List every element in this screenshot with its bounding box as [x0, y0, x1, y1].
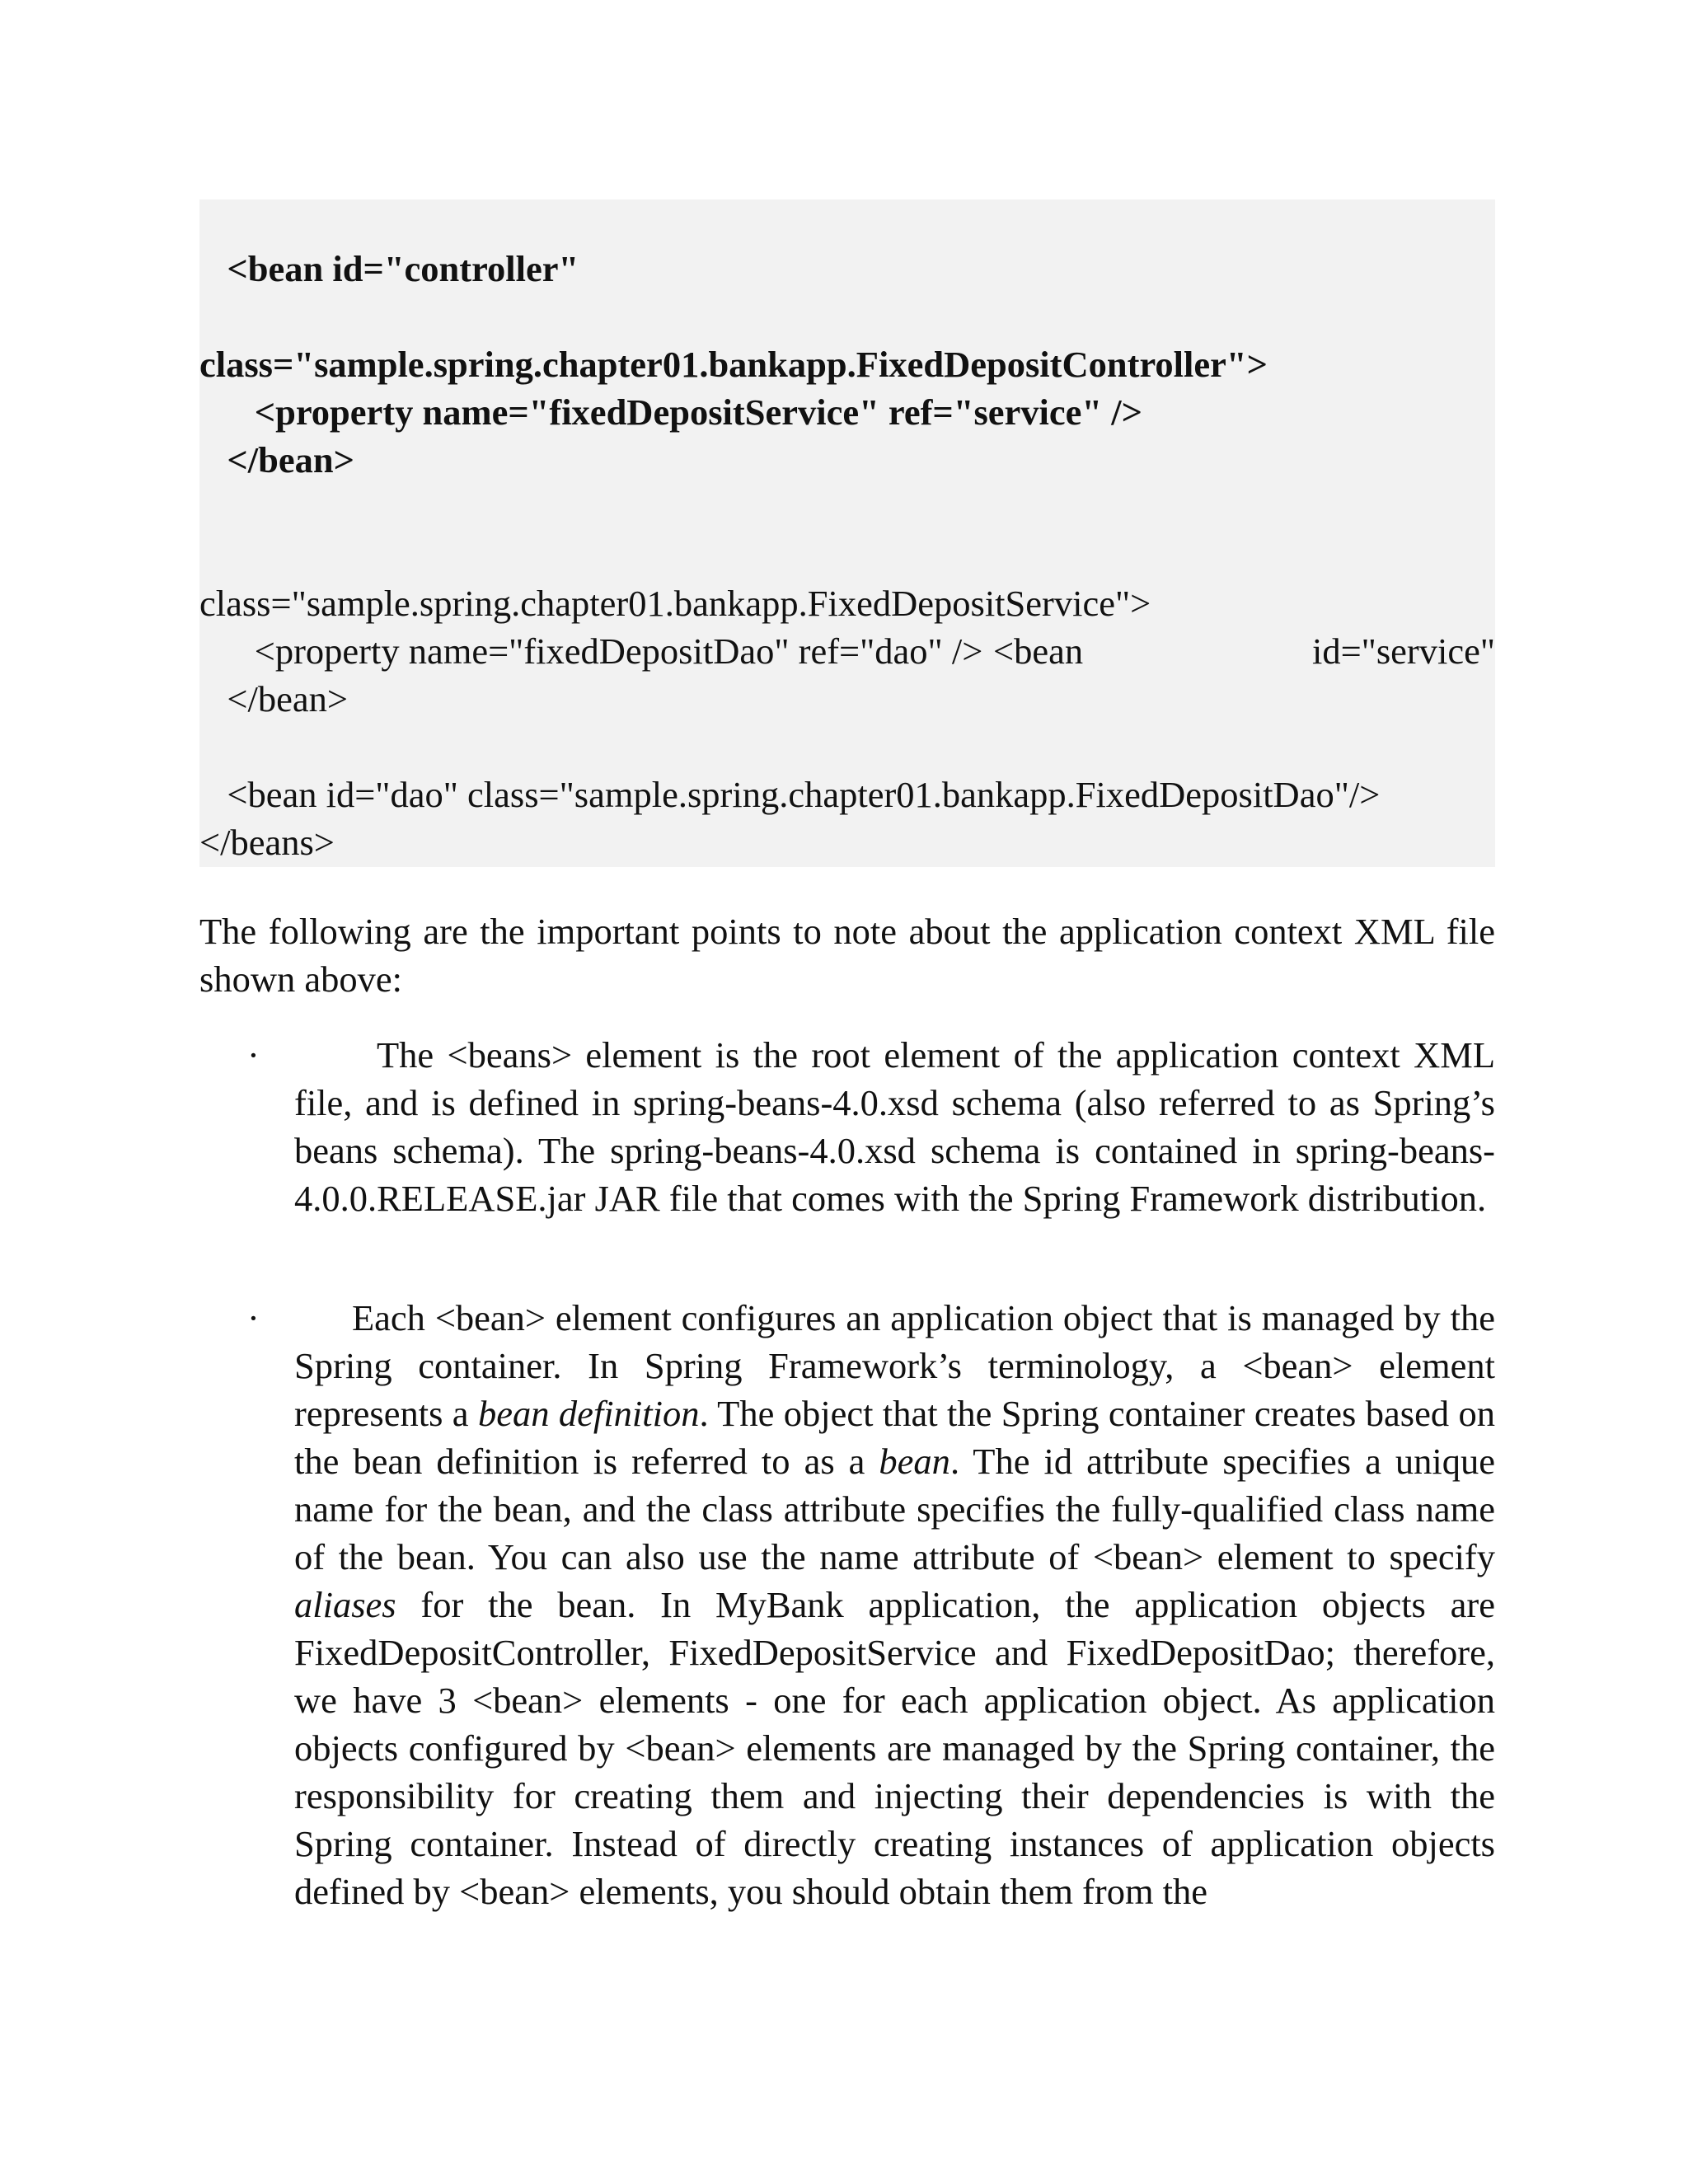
bullet-item-bean-element [294, 1294, 1495, 1915]
bullet-1-text: The <beans> element is the root element of the application context XML file, and is defined in spring-beans-4.0.xsd schema (also referred to as Spring’s beans schema). The spring-beans-4.0.xsd schema is contained in spring-beans-4.0.0.RELEASE.jar JAR file that comes with the Spring Framework distribution. [294, 1034, 1495, 1219]
code-line-controller-property: <property name="fixedDepositService" ref="service" /> [199, 391, 1142, 433]
bullet-marker-1: · [247, 1034, 260, 1076]
code-line-controller-class: class="sample.spring.chapter01.bankapp.FixedDepositController"> [199, 344, 1268, 385]
service-open-left: <bean [993, 630, 1084, 672]
bullet-2-text-part2: . The object that the Spring container creates based on the bean definition is referred to as a [294, 1393, 1495, 1482]
code-line-controller-open: <bean id="controller" [199, 248, 579, 289]
bullet-2-emphasis-bean-definition: bean definition [477, 1393, 700, 1434]
code-line-beans-close: </beans> [199, 822, 335, 863]
code-line-dao: <bean id="dao" class="sample.spring.chapter01.bankapp.FixedDepositDao"/> [199, 774, 1381, 815]
bullet-2-emphasis-aliases: aliases [294, 1584, 396, 1625]
code-line-service-class: class="sample.spring.chapter01.bankapp.FixedDepositService"> [199, 583, 1151, 624]
code-line-service-close: </bean> [199, 678, 348, 719]
bullet-item-beans-root [294, 1031, 1495, 1222]
bullet-2-text-part1: Each <bean> element configures an application object that is managed by the Spring container. In Spring Framework’s terminology, a <bean> element represents a [294, 1297, 1495, 1434]
bullet-2-emphasis-bean: bean [879, 1441, 950, 1482]
code-line-service-property: <property name="fixedDepositDao" ref="dao" /> [199, 630, 983, 672]
bullet-2-text-part3: . The id attribute specifies a unique name for the bean, and the class attribute specifies the fully-qualified class name of the bean. You can also use the name attribute of <bean> element to specify [294, 1441, 1495, 1577]
bullet-2-text-part4: for the bean. In MyBank application, the application objects are FixedDepositController, FixedDepositService and FixedDepositDao; therefore, we have 3 <bean> elements - one for each application object. As application objects configured by <bean> elements are managed by the Spring container, the responsibility for creating them and injecting their dependencies is with the Spring container. Instead of directly creating instances of application objects defined by <bean> elements, you should obtain them from the [294, 1584, 1495, 1912]
intro-paragraph: The following are the important points to note about the application context XML file shown above: [199, 911, 1495, 1000]
code-line-service-open [993, 532, 1495, 672]
bullet-marker-2: · [247, 1297, 260, 1338]
code-line-controller-close: </bean> [199, 439, 354, 480]
service-open-right: id="service" [1311, 630, 1495, 672]
